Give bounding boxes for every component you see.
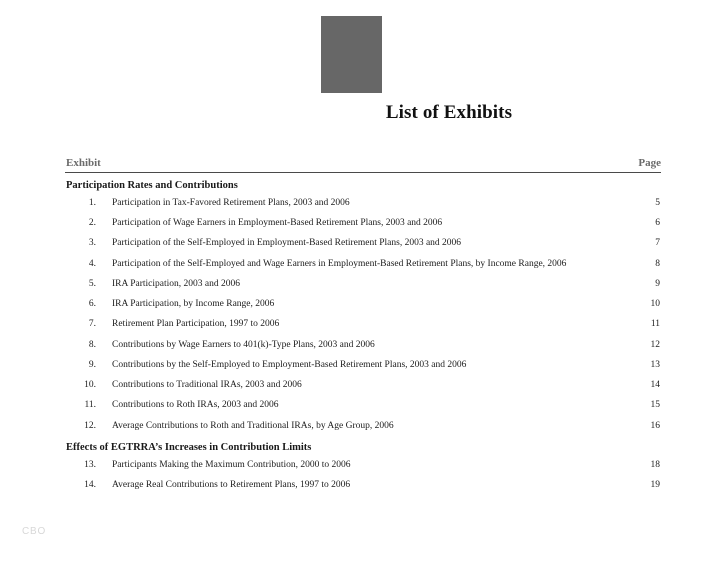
page-title: List of Exhibits bbox=[385, 102, 513, 123]
table-row bbox=[66, 195, 660, 211]
exhibit-number: 3. bbox=[88, 238, 96, 248]
exhibit-title: Participants Making the Maximum Contribution, 2000 to 2006 bbox=[112, 460, 351, 470]
exhibit-page-number: 8 bbox=[655, 259, 660, 269]
exhibit-title: Average Contributions to Roth and Traditional IRAs, by Age Group, 2006 bbox=[112, 421, 394, 431]
table-row bbox=[66, 377, 660, 393]
table-row bbox=[66, 256, 660, 272]
exhibit-column-header: Exhibit bbox=[66, 157, 101, 169]
exhibit-page-number: 12 bbox=[650, 340, 660, 350]
exhibit-number: 5. bbox=[88, 279, 96, 289]
exhibit-title: Contributions to Traditional IRAs, 2003 and 2006 bbox=[112, 380, 302, 390]
exhibit-page-number: 18 bbox=[650, 460, 660, 470]
exhibit-number: 13. bbox=[84, 460, 96, 470]
exhibit-title: Participation in Tax-Favored Retirement Plans, 2003 and 2006 bbox=[112, 198, 350, 208]
exhibit-title: Participation of the Self-Employed in Employment-Based Retirement Plans, 2003 and 2006 bbox=[112, 238, 462, 248]
exhibit-page-number: 15 bbox=[650, 400, 660, 410]
exhibit-title: Contributions by the Self-Employed to Employment-Based Retirement Plans, 2003 and 2006 bbox=[112, 360, 467, 370]
page-column-header: Page bbox=[638, 157, 661, 169]
table-row bbox=[66, 296, 660, 312]
exhibit-page-number: 9 bbox=[655, 279, 660, 289]
exhibit-page-number: 5 bbox=[655, 198, 660, 208]
exhibit-page-number: 7 bbox=[655, 238, 660, 248]
exhibit-title: Retirement Plan Participation, 1997 to 2006 bbox=[112, 319, 280, 329]
table-row bbox=[66, 418, 660, 434]
table-row bbox=[66, 337, 660, 353]
exhibit-number: 6. bbox=[88, 299, 96, 309]
exhibit-number: 14. bbox=[84, 480, 96, 490]
exhibit-title: Contributions by Wage Earners to 401(k)-Type Plans, 2003 and 2006 bbox=[112, 340, 375, 350]
exhibit-title: Participation of Wage Earners in Employment-Based Retirement Plans, 2003 and 2006 bbox=[112, 218, 443, 228]
exhibit-title: Contributions to Roth IRAs, 2003 and 2006 bbox=[112, 400, 279, 410]
exhibit-number: 1. bbox=[88, 198, 96, 208]
table-row bbox=[66, 316, 660, 332]
table-row bbox=[66, 477, 660, 493]
exhibit-number: 9. bbox=[88, 360, 96, 370]
table-row bbox=[66, 276, 660, 292]
exhibit-number: 4. bbox=[88, 259, 96, 269]
exhibit-page-number: 10 bbox=[650, 299, 660, 309]
publisher-footer: CBO bbox=[22, 526, 47, 537]
table-row bbox=[66, 357, 660, 373]
table-row bbox=[66, 215, 660, 231]
exhibit-number: 10. bbox=[84, 380, 96, 390]
exhibit-title: IRA Participation, by Income Range, 2006 bbox=[112, 299, 275, 309]
page-title-wrap bbox=[0, 102, 727, 124]
exhibit-number: 7. bbox=[88, 319, 96, 329]
exhibit-page-number: 19 bbox=[650, 480, 660, 490]
table-row bbox=[66, 235, 660, 251]
exhibit-page-number: 11 bbox=[650, 319, 660, 329]
exhibit-number: 2. bbox=[88, 218, 96, 228]
exhibit-page-number: 6 bbox=[655, 218, 660, 228]
exhibit-number: 8. bbox=[88, 340, 96, 350]
exhibit-title: IRA Participation, 2003 and 2006 bbox=[112, 279, 240, 289]
section-tab-block bbox=[321, 16, 382, 93]
table-row bbox=[66, 397, 660, 413]
section-heading-participation: Participation Rates and Contributions bbox=[66, 180, 238, 191]
exhibit-page-number: 14 bbox=[650, 380, 660, 390]
exhibit-title: Average Real Contributions to Retirement Plans, 1997 to 2006 bbox=[112, 480, 351, 490]
exhibit-page-number: 16 bbox=[650, 421, 660, 431]
exhibit-number: 11. bbox=[84, 400, 96, 410]
exhibit-title: Participation of the Self-Employed and Wage Earners in Employment-Based Retirement Plans, by Income Range, 2006 bbox=[112, 259, 567, 269]
section-heading-egtrra: Effects of EGTRRA’s Increases in Contribution Limits bbox=[66, 442, 312, 453]
exhibit-number: 12. bbox=[84, 421, 96, 431]
table-header bbox=[65, 157, 661, 173]
exhibit-page-number: 13 bbox=[650, 360, 660, 370]
table-row bbox=[66, 457, 660, 473]
